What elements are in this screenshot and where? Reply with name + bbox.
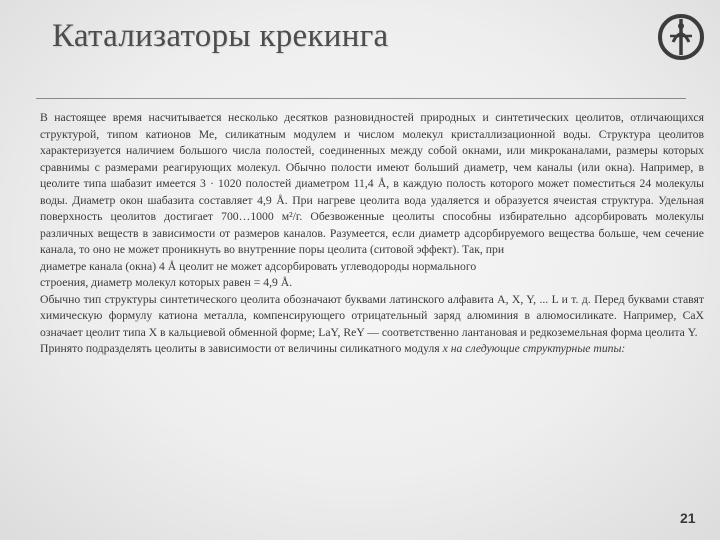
body-text xyxy=(40,110,704,358)
paragraph-zeolite-notation: Обычно тип структуры синтетического цеолита обозначают буквами латинского алфавита А, X, Y, ... L и т. д. Перед буквами ставят химическую формулу катиона металла, компенсирующего отрицательный заряд алюминия в алюмосиликате. Например, СаХ означает цеолит типа X в кальциевой обменной форме; LaY, ReY — соответственно лантановая и редкоземельная форма цеолита Y. xyxy=(40,292,704,339)
page-title: Катализаторы крекинга xyxy=(52,18,389,54)
classification-text: Принято подразделять цеолиты в зависимости от величины силикатного модуля xyxy=(40,342,440,355)
paragraph-zeolite-structure: В настоящее время насчитывается несколько десятков разновидностей природных и синтетических цеолитов, отличающихся структурой, типом катионов Ме, силикатным модулем и числом молекул кристаллизационной воды. Структура цеолитов характеризуется наличием большого числа полостей, соединенных между собой окнами, или микроканалами, размеры которых сравнимы с размерами реагирующих молекул. Обычно полости имеют больший диаметр, чем каналы (или окна). Например, в цеолите типа шабазит имеется 3 · 1020 полостей диаметром 11,4 Å, в каждую полость которого может поместиться 24 молекулы воды. Диаметр окон шабазита составляет 4,9 Å. При нагреве цеолита вода удаляется и образуется ячеистая структура. Удельная поверхность цеолитов достигает 700…1000 м²/г. Обезвоженные цеолиты способны избирательно адсорбировать молекулы различных веществ в зависимости от размеров каналов. Разумеется, если диаметр адсорбируемого вещества больше, чем сечение канала, то оно не может проникнуть во внутренние поры цеолита (ситовой эффект). Так, при xyxy=(40,111,704,256)
paragraph-channel-diameter: диаметре канала (окна) 4 Å цеолит не может адсорбировать углеводороды нормального xyxy=(40,259,477,273)
paragraph-classification xyxy=(40,341,704,358)
title-divider xyxy=(36,98,686,99)
university-emblem-icon xyxy=(656,12,706,62)
paragraph-molecule-diameter: строения, диаметр молекул которых равен = 4,9 Å. xyxy=(40,276,293,289)
classification-italic-text: х на следующие структурные типы: xyxy=(442,342,626,355)
page-number: 21 xyxy=(680,510,696,526)
